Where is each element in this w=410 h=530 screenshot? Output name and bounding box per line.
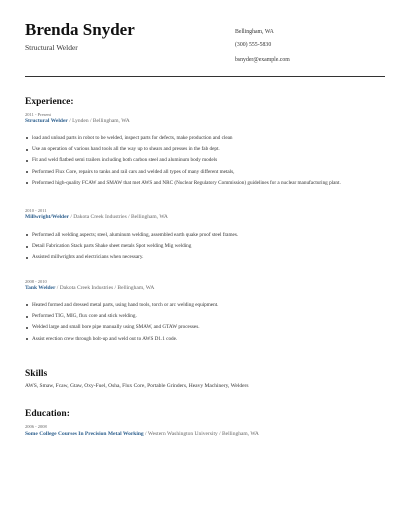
job-company: / Dakota Creek Industries / Bellingham, WA	[55, 285, 155, 291]
list-item: Welded large and small bore pipe manually using SMAW, and GTAW processes.	[32, 324, 392, 335]
candidate-name: Brenda Snyder	[25, 20, 135, 39]
job-bullets	[32, 302, 392, 347]
job-bullets	[32, 232, 392, 266]
list-item: Use an operation of various hand tools all the way up to shears and presses in the fab dept.	[32, 146, 392, 157]
education-heading: Education:	[25, 409, 70, 419]
list-item: Performed Flux Core, repairs to tanks and rail cars and welded all types of many different metals,	[32, 169, 392, 180]
job-dates: 2011 - Present	[25, 112, 51, 117]
job-company: / Dakota Creek Industries / Bellingham, WA	[69, 214, 168, 220]
education-dates: 2006 - 2008	[25, 424, 47, 429]
job-role	[25, 214, 168, 220]
education-entry	[25, 431, 259, 437]
job-role	[25, 285, 154, 291]
list-item: Assisted millwrights and electricians when necessary.	[32, 254, 392, 265]
list-item: Detail Fabrication Stack parts Shake sheet metals Spot welding Mig welding	[32, 243, 392, 254]
education-degree: Some College Courses In Precision Metal Working	[25, 431, 144, 437]
skills-heading: Skills	[25, 369, 48, 379]
job-bullets	[32, 135, 392, 191]
list-item: Performed all welding aspects; steel, aluminum welding, assembled earth quake proof steel frames.	[32, 232, 392, 243]
list-item: Performed TIG, MIG, flux core and stick welding.	[32, 313, 392, 324]
list-item: Assist erection crew through bolt-up and weld out to AWS D1.1 code.	[32, 336, 392, 347]
list-item: Fit and weld flatbed semi trailers including both carbon steel and aluminum body models	[32, 157, 392, 168]
list-item: Preformed high-quality FCAW and SMAW that met AWS and NRC (Nuclear Regulatory Commission) guidelines for a nuclear manufacturing plant.	[32, 180, 392, 191]
job-title: Tank Welder	[25, 285, 56, 291]
experience-heading: Experience:	[25, 97, 74, 107]
skills-list: AWS, Smaw, Fcaw, Gtaw, Oxy-Fuel, Osha, Flux Core, Portable Grinders, Heavy Machinery, Welders	[25, 383, 249, 389]
contact-email: bsnyder@example.com	[235, 57, 290, 63]
contact-phone: (300) 555-5830	[235, 42, 272, 48]
header-divider	[25, 76, 385, 77]
contact-location: Bellingham, WA	[235, 29, 274, 35]
contact-info	[235, 28, 290, 69]
job-company: / Lynden / Bellingham, WA	[67, 118, 130, 124]
job-role	[25, 118, 130, 124]
list-item: load and unload parts in robot to be welded, inspect parts for defects, make production and clean	[32, 135, 392, 146]
education-school: / Western Washington University / Bellingham, WA	[143, 431, 259, 437]
job-dates: 2010 - 2011	[25, 208, 47, 213]
candidate-title: Structural Welder	[25, 43, 78, 52]
job-title: Structural Welder	[25, 118, 68, 124]
job-title: Millwright/Welder	[25, 214, 69, 220]
list-item: Heated formed and dressed metal parts, using hand tools, torch or arc welding equipment.	[32, 302, 392, 313]
job-dates: 2008 - 2010	[25, 279, 47, 284]
